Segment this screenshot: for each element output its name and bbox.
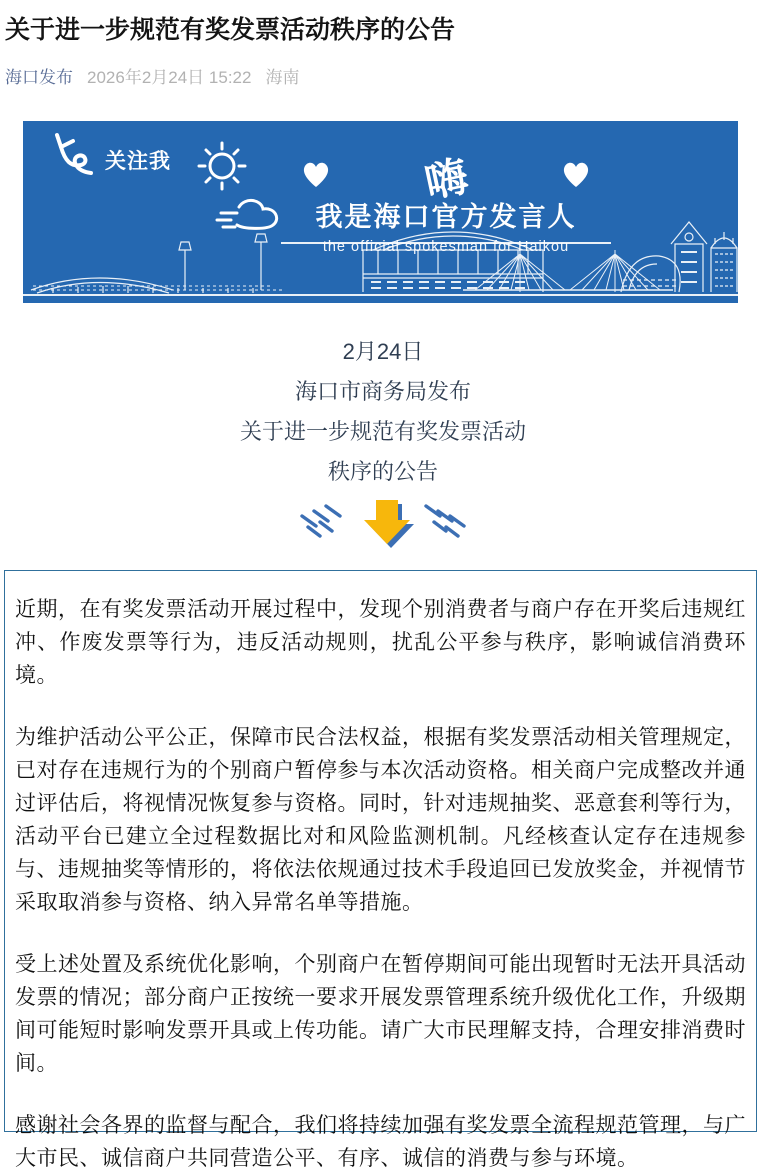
article-page xyxy=(0,14,766,1170)
publish-location: 海南 xyxy=(265,67,300,87)
sun-icon xyxy=(191,135,253,202)
account-name[interactable]: 海口发布 xyxy=(5,67,73,87)
notice-box xyxy=(4,570,757,1170)
banner-image xyxy=(23,121,738,303)
down-arrow-icon xyxy=(288,496,478,550)
banner-slogan-en: the official spokesman for Haikou xyxy=(322,239,570,255)
follow-arrow-icon xyxy=(51,131,103,188)
hi-label: 嗨 xyxy=(420,151,473,208)
notice-paragraph: 受上述处置及系统优化影响，个别商户在暂停期间可能出现暂时无法开具活动发票的情况；部分商户正按统一要求开展发票管理系统升级优化工作，升级期间可能短时影响发票开具或上传功能。请广大市民理解支持，合理安排消费时间。 xyxy=(15,953,746,1075)
follow-us xyxy=(51,131,171,188)
notice-paragraph: 为维护活动公平公正，保障市民合法权益，根据有奖发票活动相关管理规定，已对存在违规行为的个别商户暂停参与本次活动资格。相关商户完成整改并通过评估后，将视情况恢复参与资格。同时，针对违规抽奖、恶意套利等行为，活动平台已建立全过程数据比对和风险监测机制。凡经核查认定存在违规参与、违规抽奖等情形的，将依法依规通过技术手段追回已发放奖金，并视情节采取取消参与资格、纳入异常名单等措施。 xyxy=(15,726,746,914)
heart-icon xyxy=(301,161,331,194)
speed-lines-icon xyxy=(302,506,340,536)
lead-block xyxy=(0,332,766,492)
lead-line: 关于进一步规范有奖发票活动 xyxy=(239,419,526,444)
down-arrow-decoration xyxy=(0,496,766,555)
follow-label: 关注我 xyxy=(105,150,171,173)
speed-lines-icon xyxy=(426,506,464,536)
notice-paragraph: 近期，在有奖发票活动开展过程中，发现个别消费者与商户存在开奖后违规红冲、作废发票等行为，违反活动规则，扰乱公平参与秩序，影响诚信消费环境。 xyxy=(15,598,746,687)
city-skyline-illustration xyxy=(23,220,738,303)
notice-paragraph: 感谢社会各界的监督与配合，我们将持续加强有奖发票全流程规范管理，与广大市民、诚信商户共同营造公平、有序、诚信的消费与参与环境。 xyxy=(15,1114,746,1170)
heart-icon xyxy=(561,161,591,194)
lead-line: 秩序的公告 xyxy=(327,459,438,484)
lead-line: 海口市商务局发布 xyxy=(294,379,471,404)
publish-time: 2026年2月24日 15:22 xyxy=(87,67,252,87)
byline xyxy=(5,63,766,88)
banner-slogan-cn: 我是海口官方发言人 xyxy=(281,195,611,244)
page-title: 关于进一步规范有奖发票活动秩序的公告 xyxy=(5,16,456,44)
lead-line: 2月24日 xyxy=(342,339,424,364)
